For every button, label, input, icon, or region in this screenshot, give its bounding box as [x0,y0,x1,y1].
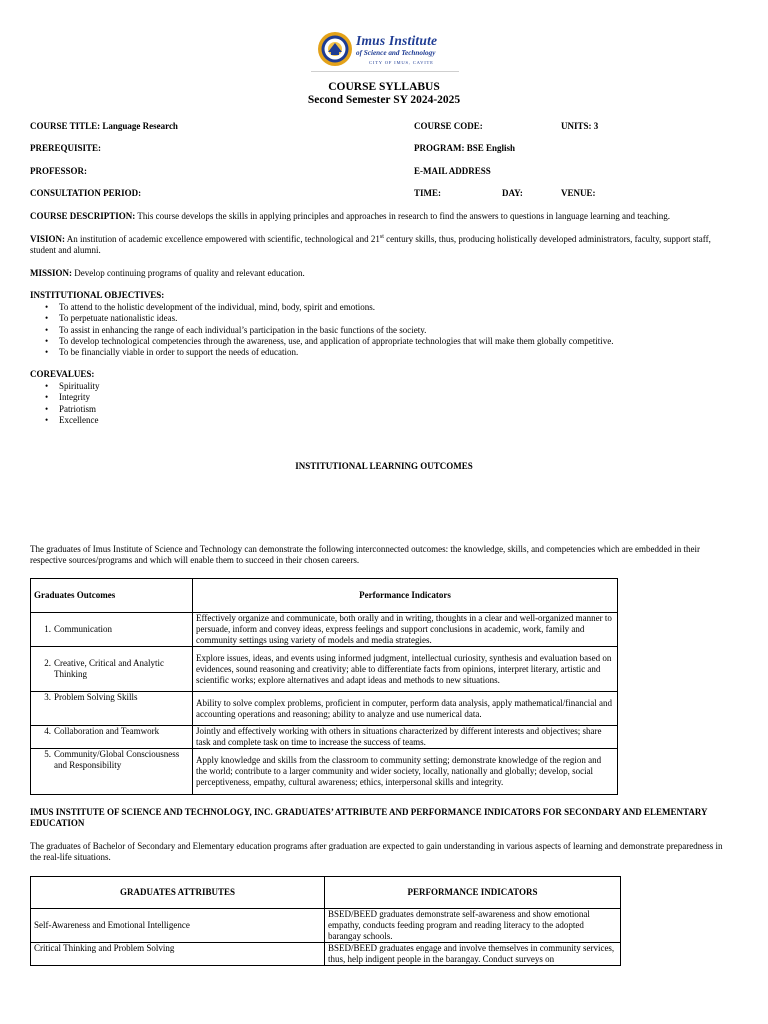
indicator-cell: Apply knowledge and skills from the classroom to community setting; demonstrate knowledge of the region and the world; contribute to a larger community and wider society, locally, nationally and globally; develop, social perceptiveness, empathy, cultural awareness; ethics, interpersonal skills and integrity. [193,749,618,795]
outcome-label: Communication [54,624,112,634]
list-item: • To develop technological competencies through the awareness, use, and application of appropriate technologies that will make them globally competitive. [30,336,613,347]
attributes-heading: IMUS INSTITUTE OF SCIENCE AND TECHNOLOGY, INC. GRADUATES’ ATTRIBUTE AND PERFORMANCE INDICATORS FOR SECONDARY AND ELEMENTARY EDUCATION [30,807,708,828]
outcome-cell [31,613,193,647]
list-item: • To attend to the holistic development of the individual, mind, body, spirit and emotions. [30,302,613,313]
table-row [31,943,621,966]
course-code-field: COURSE CODE: [414,121,483,131]
learning-outcomes-table [30,578,618,795]
institution-logo [317,31,462,67]
logo-city: CITY OF IMUS, CAVITE [369,60,434,65]
time-field: TIME: [414,188,441,198]
indicator-cell: BSED/BEED graduates demonstrate self-awareness and show emotional empathy, conducts feeding program and reading literacy to the adopted barangay schools. [325,909,621,943]
list-item: • To be financially viable in order to support the needs of education. [30,347,613,358]
indicator-cell: Effectively organize and communicate, both orally and in writing, thoughts in a clear and well-organized manner to persuade, inform and convey ideas, express feelings and support conclusions in academic, work, family and community settings using variety of models and media strategies. [193,613,618,647]
table-row [31,749,618,795]
graduates-attributes-table [30,876,621,966]
vision-text: An institution of academic excellence empowered with scientific, technological and 21st century skills, thus, producing holistically developed administrators, faculty, support staff, student and alumni. [30,234,711,255]
table-row [31,909,621,943]
course-description-label: COURSE DESCRIPTION: [30,211,136,221]
email-field: E-MAIL ADDRESS [414,166,491,176]
outcome-label: Community/Global Consciousness and Responsibility [54,749,180,770]
mission-text: Develop continuing programs of quality and relevant education. [72,268,305,278]
outcome-number: 5. [44,749,51,759]
objectives-heading: INSTITUTIONAL OBJECTIVES: [30,290,165,300]
list-item: • To perpetuate nationalistic ideas. [30,313,613,324]
indicator-cell: Explore issues, ideas, and events using informed judgment, intellectual curiosity, synthesis and evaluation based on evidences, sound reasoning and creativity; able to differentiate facts from opinions, interpret literary, artistic and scientific works; explore alternatives and adapt ideas and methods to new situations. [193,647,618,692]
ilo-heading: INSTITUTIONAL LEARNING OUTCOMES [295,461,473,471]
outcome-cell [31,692,193,726]
day-field: DAY: [502,188,523,198]
column-header: GRADUATES ATTRIBUTES [31,877,325,909]
corevalues-list [30,381,100,426]
attribute-cell: Critical Thinking and Problem Solving [31,943,325,966]
indicator-cell: Ability to solve complex problems, proficient in computer, perform data analysis, apply mathematical/financial and accounting operations and reasoning; ability to analyze and use numerical data. [193,692,618,726]
logo-subtitle: of Science and Technology [356,49,436,57]
outcome-number: 2. [44,658,51,668]
institution-seal-icon [317,31,353,67]
outcome-cell [31,726,193,749]
column-header: PERFORMANCE INDICATORS [325,877,621,909]
list-item: • Excellence [30,415,100,426]
outcome-label: Problem Solving Skills [54,692,138,702]
program-field: PROGRAM: BSE English [414,143,516,153]
outcome-cell [31,749,193,795]
prerequisite-field: PREREQUISITE: [30,143,102,153]
list-item: • Patriotism [30,404,100,415]
outcome-number: 1. [44,624,51,634]
course-description-text: This course develops the skills in applying principles and approaches in research to find the answers to questions in language learning and teaching. [135,211,670,221]
outcome-wrap [34,658,189,680]
vision-label: VISION: [30,234,66,244]
list-item: • Integrity [30,392,100,403]
outcome-label: Collaboration and Teamwork [54,726,160,736]
column-header: Graduates Outcomes [31,579,193,613]
course-title-field: COURSE TITLE: Language Research [30,121,178,131]
objectives-list [30,302,613,358]
professor-field: PROFESSOR: [30,166,88,176]
table-row [31,726,618,749]
course-description [30,211,735,222]
venue-field: VENUE: [561,188,596,198]
attributes-intro: The graduates of Bachelor of Secondary and Elementary education programs after graduation are expected to gain understanding in various aspects of learning and demonstrate preparedness in the real-life situations. [30,841,723,862]
corevalues-heading: COREVALUES: [30,369,95,379]
table-header-row [31,877,621,909]
outcome-number: 3. [44,692,51,702]
semester-label: Second Semester SY 2024-2025 [307,94,461,106]
ordinal-suffix: st [379,234,384,240]
logo-name: Imus Institute [356,33,438,48]
mission-statement [30,268,735,279]
table-row [31,692,618,726]
outcome-wrap [34,749,189,771]
vision-statement [30,234,735,256]
indicator-cell: Jointly and effectively working with others in situations characterized by different interests and objectives; share task and complete task on time to increase the success of teams. [193,726,618,749]
header-divider [311,71,459,72]
table-row [31,613,618,647]
column-header: Performance Indicators [193,579,618,613]
consultation-field: CONSULTATION PERIOD: [30,188,142,198]
units-field: UNITS: 3 [561,121,599,131]
outcome-number: 4. [44,726,51,736]
list-item: • To assist in enhancing the range of each individual’s participation in the basic functions of the society. [30,325,613,336]
ilo-intro: The graduates of Imus Institute of Science and Technology can demonstrate the following interconnected outcomes: the knowledge, skills, and competencies which are embedded in their respective sources/programs and which will enable them to succeed in their chosen careers. [30,544,700,565]
outcome-cell [31,647,193,692]
table-row [31,647,618,692]
attribute-cell: Self-Awareness and Emotional Intelligence [31,909,325,943]
table-header-row [31,579,618,613]
outcome-label: Creative, Critical and Analytic Thinking [54,658,164,679]
list-item: • Spirituality [30,381,100,392]
indicator-cell: BSED/BEED graduates engage and involve themselves in community services, thus, help indigent people in the barangay. Conduct surveys on [325,943,621,966]
mission-label: MISSION: [30,268,73,278]
document-title: COURSE SYLLABUS [328,81,440,93]
